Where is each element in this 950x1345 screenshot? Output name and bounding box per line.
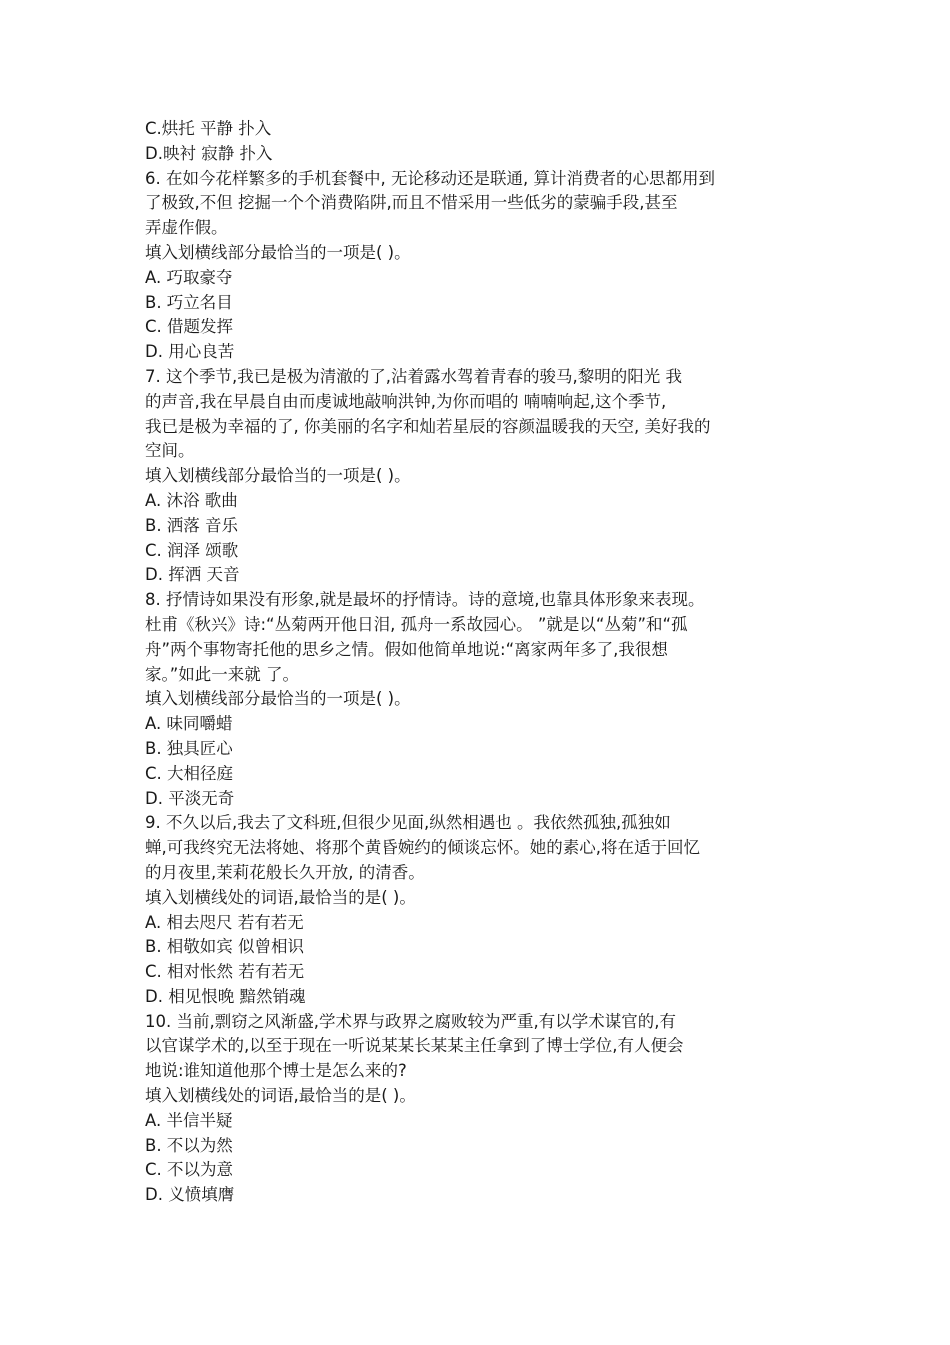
text-line: A. 相去咫尺 若有若无	[145, 912, 304, 932]
text-line: D. 用心良苦	[145, 342, 235, 362]
text-line: 蝉,可我终究无法将她、将那个黄昏婉约的倾谈忘怀。她的素心,将在适于回忆	[145, 838, 700, 858]
text-line: 空间。	[145, 441, 195, 461]
text-line: B. 洒落 音乐	[145, 515, 239, 535]
text-line: 填入划横线处的词语,最恰当的是( )。	[145, 887, 416, 907]
text-line: B. 巧立名目	[145, 292, 233, 312]
text-line: 我已是极为幸福的了, 你美丽的名字和灿若星辰的容颜温暖我的天空, 美好我的	[145, 416, 711, 436]
text-line: B. 独具匠心	[145, 738, 233, 758]
text-line: D. 相见恨晚 黯然销魂	[145, 986, 306, 1006]
question-text	[145, 117, 825, 1208]
text-line: A. 巧取豪夺	[145, 267, 233, 287]
text-line: 的声音,我在早晨自由而虔诚地敲响洪钟,为你而唱的 喃喃响起,这个季节,	[145, 391, 667, 411]
text-line: 7. 这个季节,我已是极为清澈的了,沾着露水驾着青春的骏马,黎明的阳光 我	[145, 366, 682, 386]
text-line: D. 平淡无奇	[145, 788, 235, 808]
text-line: C. 相对怅然 若有若无	[145, 962, 305, 982]
text-line: 填入划横线部分最恰当的一项是( )。	[145, 689, 411, 709]
text-line: C. 大相径庭	[145, 763, 234, 783]
text-line: 10. 当前,剽窃之风渐盛,学术界与政界之腐败较为严重,有以学术谋官的,有	[145, 1011, 676, 1031]
text-line: 9. 不久以后,我去了文科班,但很少见面,纵然相遇也 。我依然孤独,孤独如	[145, 813, 671, 833]
text-line: 填入划横线处的词语,最恰当的是( )。	[145, 1086, 416, 1106]
text-line: C. 借题发挥	[145, 317, 234, 337]
text-line: C.烘托 平静 扑入	[145, 119, 272, 138]
text-line: D. 义愤填膺	[145, 1185, 235, 1205]
text-line: 6. 在如今花样繁多的手机套餐中, 无论移动还是联通, 算计消费者的心思都用到	[145, 168, 715, 188]
text-line: 的月夜里,茉莉花般长久开放, 的清香。	[145, 862, 425, 882]
text-line: B. 不以为然	[145, 1135, 233, 1155]
text-line: A. 半信半疑	[145, 1110, 233, 1130]
text-line: 填入划横线部分最恰当的一项是( )。	[145, 242, 411, 262]
text-line: 填入划横线部分最恰当的一项是( )。	[145, 466, 411, 486]
text-line: D. 挥洒 天音	[145, 565, 240, 585]
text-line: 地说:谁知道他那个博士是怎么来的?	[145, 1061, 407, 1081]
text-line: 舟”两个事物寄托他的思乡之情。假如他简单地说:“离家两年多了,我很想	[145, 639, 668, 659]
text-line: 杜甫《秋兴》诗:“丛菊两开他日泪, 孤舟一系故园心。 ”就是以“丛菊”和“孤	[145, 614, 688, 634]
text-line: 家。”如此一来就 了。	[145, 664, 300, 684]
text-line: 了极致,不但 挖掘一个个消费陷阱,而且不惜采用一些低劣的蒙骗手段,甚至	[145, 193, 678, 213]
text-line: A. 沐浴 歌曲	[145, 490, 238, 510]
text-line: 以官谋学术的,以至于现在一听说某某长某某主任拿到了博士学位,有人便会	[145, 1036, 684, 1056]
text-line: C. 润泽 颂歌	[145, 540, 239, 560]
text-line: 8. 抒情诗如果没有形象,就是最坏的抒情诗。诗的意境,也靠具体形象来表现。	[145, 590, 705, 610]
text-line: A. 味同嚼蜡	[145, 714, 233, 734]
text-line: C. 不以为意	[145, 1160, 234, 1180]
text-line: B. 相敬如宾 似曾相识	[145, 937, 305, 957]
text-line: D.映衬 寂静 扑入	[145, 143, 273, 163]
text-line: 弄虚作假。	[145, 218, 228, 238]
